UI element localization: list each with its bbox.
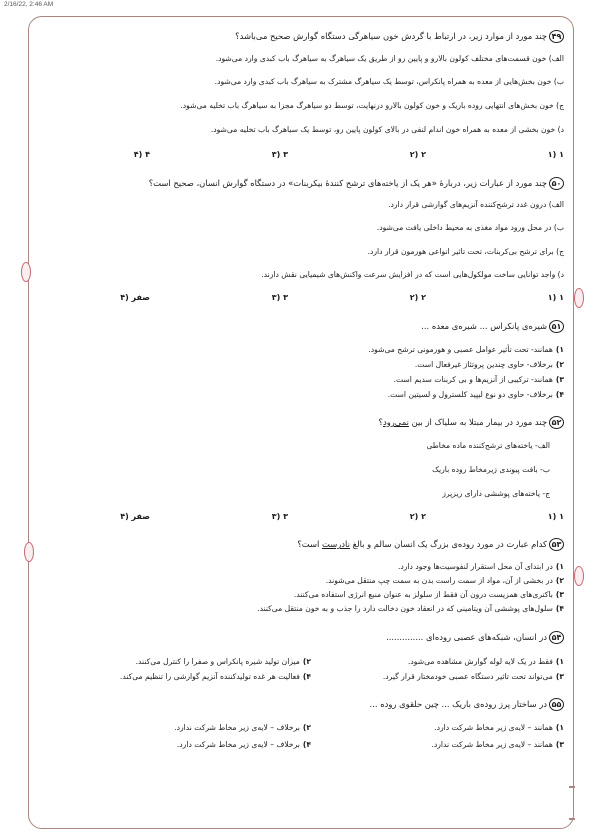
choice-3[interactable]: ۳ (۳: [271, 293, 288, 302]
question-53: [40, 538, 564, 551]
statement-b: ب) در محل ورود مواد مغذی به محیط داخلی یافت می‌شود.: [376, 223, 564, 232]
question-stem-start: چند مورد در بیمار مبتلا به سلیاک از بین: [408, 417, 547, 427]
question-number: ۵۵: [549, 698, 564, 711]
choice-2[interactable]: ۲ (۲: [409, 150, 426, 159]
option-3[interactable]: ۳)باکتری‌های همزیست درون آن فقط از سلولز به عنوان منبع انرژی استفاده می‌کنند.: [293, 590, 564, 599]
option-3[interactable]: ۳)همانند – لایه‌ی زیر مخاط شرکت ندارد.: [431, 740, 564, 749]
question-number: ۴۹: [549, 30, 564, 43]
question-stem-emphasis: نمی‌رود: [382, 417, 409, 427]
question-number: ۵۳: [549, 538, 564, 551]
question-stem: شیره‌ی پانکراس ... شیره‌ی معده ...: [421, 321, 547, 331]
option-3[interactable]: ۳)می‌تواند تحت تاثیر دستگاه عصبی خودمختار قرار گیرد.: [382, 672, 564, 681]
question-stem: در انسان، شبکه‌های عصبی روده‌ای ..............: [386, 632, 547, 642]
question-stem-end: است؟: [297, 539, 322, 549]
statement-b: ب) خون بخش‌هایی از معده به همراه پانکراس، توسط یک سیاهرگ مشترک به سیاهرگ باب کبدی وارد می‌شود.: [214, 77, 564, 86]
question-stem-start: کدام عبارت در مورد روده‌ی بزرگ یک انسان سالم و بالغ: [349, 539, 547, 549]
question-number: ۵۴: [549, 631, 564, 644]
statement-c: ج) برای ترشح بی‌کربنات، تحت تاثیر انواعی هورمون قرار دارد.: [367, 247, 564, 256]
option-1[interactable]: ۱)در ابتدای آن محل استقرار لنفوسیت‌ها وجود دارد.: [397, 562, 564, 571]
answer-choices: [40, 293, 564, 307]
question-51: [40, 320, 564, 333]
choice-1[interactable]: ۱ (۱: [547, 512, 564, 521]
choice-4[interactable]: صفر (۴: [120, 512, 150, 521]
choice-4[interactable]: ۴ (۴: [133, 150, 150, 159]
statement-c: ج) خون بخش‌های انتهایی روده باریک و خون کولون بالارو درنهایت، توسط دو سیاهرگ مجزا به سیاهرگ باب تخلیه می‌شود.: [180, 101, 564, 110]
choice-2[interactable]: ۲ (۲: [409, 512, 426, 521]
print-timestamp: 2/16/22, 2:46 AM: [4, 1, 54, 8]
question-number: ۵۲: [549, 416, 564, 429]
choice-3[interactable]: ۳ (۳: [271, 512, 288, 521]
statement-a: الف) درون غدد ترشح‌کننده آنزیم‌های گوارشی قرار دارد.: [388, 200, 564, 209]
statement-d: د) واجد توانایی ساخت مولکول‌هایی است که در افزایش سرعت واکنش‌های شیمیایی نقش دارند.: [261, 270, 564, 279]
statement-d: د) خون بخشی از معده به همراه خون اندام لنفی در بالای کولون پایین رو، توسط یک سیاهرگ باب تخلیه می‌شود.: [210, 125, 564, 134]
choice-1[interactable]: ۱ (۱: [547, 150, 564, 159]
answer-choices: [40, 512, 564, 526]
question-stem: چند مورد از موارد زیر، در ارتباط با گردش خون سیاهرگی دستگاه گوارش صحیح می‌باشد؟: [235, 31, 547, 41]
statement-a: الف- یاخته‌های ترشح‌کننده ماده مخاطی: [426, 441, 550, 450]
choice-1[interactable]: ۱ (۱: [547, 293, 564, 302]
question-stem-end: ؟: [378, 417, 383, 427]
choice-3[interactable]: ۳ (۳: [271, 150, 288, 159]
question-stem: چند مورد از عبارات زیر، دربارهٔ «هر یک از یاخته‌های ترشح کنندهٔ بیکربنات» در دستگاه گوارش انسان، صحیح است؟: [148, 178, 547, 188]
question-54: [40, 631, 564, 644]
option-2[interactable]: ۲)میزان تولید شیره پانکراس و صفرا را کنترل می‌کنند.: [135, 657, 311, 666]
choice-4[interactable]: صفر (۴: [120, 293, 150, 302]
question-stem-emphasis: نادرست: [322, 539, 350, 549]
option-1[interactable]: ۱)فقط در یک لایه لوله گوارش مشاهده می‌شود.: [408, 657, 564, 666]
option-4[interactable]: ۴)برخلاف- حاوی دو نوع لیپید کلسترول و لسیتین است.: [387, 390, 564, 399]
question-50: [40, 177, 564, 190]
question-52: [40, 416, 564, 429]
option-2[interactable]: ۲)برخلاف- حاوی چندین پروتئاز غیرفعال است.: [414, 360, 564, 369]
statement-c: ج- یاخته‌های پوششی دارای ریزپرز: [442, 489, 550, 498]
option-4[interactable]: ۴)سلول‌های پوششی آن ویتامینی که در انعقاد خون دخالت دارد را جذب و به خون منتقل می‌کنند.: [257, 604, 564, 613]
question-number: ۵۱: [549, 320, 564, 333]
question-number: ۵۰: [549, 177, 564, 190]
option-3[interactable]: ۳)همانند- ترکیبی از آنزیم‌ها و بی کربنات سدیم است.: [393, 375, 564, 384]
answer-choices: [40, 150, 564, 164]
question-55: [40, 698, 564, 711]
choice-2[interactable]: ۲ (۲: [409, 293, 426, 302]
question-49: [40, 30, 564, 43]
option-1[interactable]: ۱)همانند- تحت تأثیر عوامل عصبی و هورمونی ترشح می‌شود.: [368, 345, 564, 354]
option-1[interactable]: ۱)همانند – لایه‌ی زیر مخاط شرکت دارد.: [434, 723, 564, 732]
option-2[interactable]: ۲)در بخشی از آن، مواد از سمت راست بدن به سمت چپ منتقل می‌شوند.: [325, 576, 564, 585]
question-stem: در ساختار پرز روده‌ی باریک ... چین حلقوی روده ...: [369, 699, 547, 709]
option-2[interactable]: ۲)برخلاف – لایه‌ی زیر مخاط شرکت ندارد.: [174, 723, 311, 732]
option-4[interactable]: ۴)فعالیت هر غده تولیدکننده آنزیم گوارشی را تنظیم می‌کند.: [119, 672, 311, 681]
statement-a: الف) خون قسمت‌های مختلف کولون بالارو و پایین رو از طریق یک سیاهرگ به سیاهرگ باب کبدی وارد می‌شود.: [215, 54, 564, 63]
statement-b: ب- بافت پیوندی زیرمخاط روده باریک: [432, 465, 550, 474]
option-4[interactable]: ۴)برخلاف – لایه‌ی زیر مخاط شرکت دارد.: [176, 740, 311, 749]
